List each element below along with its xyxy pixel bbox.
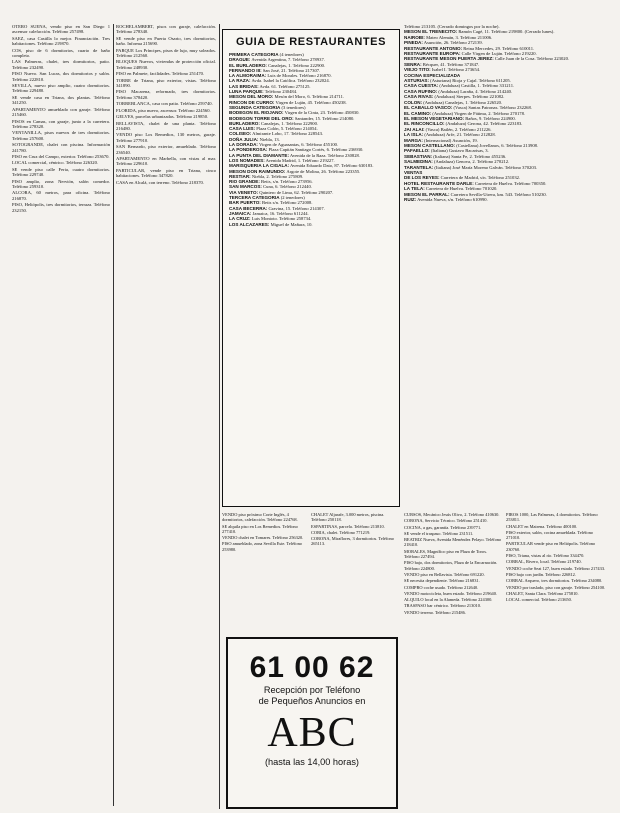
restaurant-name: COLISEO: <box>229 131 252 137</box>
classified-ad: COCINA, a gas, garantía. Teléfono 239771. <box>404 524 482 530</box>
classified-ad: PIROS 1000, Las Palmeras, 4 dormitorios. Teléfono 253811. <box>506 512 598 523</box>
restaurant-details: Niebla, 2. Teléfono 275809. <box>251 173 304 179</box>
classified-ad: VENTANILLA, pisos nuevos de tres dormitorios. Teléfono 257600. <box>12 130 110 141</box>
restaurant-name: JAMAICA: <box>229 210 252 216</box>
restaurant-details: Almirante Lobo, 17. Teléfono 228543. <box>252 131 324 137</box>
classified-ad: PARQUE Los Príncipes, pisos de lujo, muy soleados. Teléfono 212560. <box>116 47 216 59</box>
restaurant-details: Virgen de la Cinta, 23. Teléfono 450830. <box>284 110 360 116</box>
classified-ad: LAS Palmeras, chalet, tres dormitorios, patio. Teléfono 232490. <box>12 59 110 70</box>
restaurant-name: JAI ALAI: <box>404 126 425 132</box>
classified-column-2 <box>116 24 216 809</box>
classified-ad: ESPARTINAS, parcela. Teléfono 213810. <box>311 523 385 529</box>
restaurant-details: (3 tenedores) <box>281 104 306 110</box>
restaurant-name: LA ISLA: <box>404 132 424 138</box>
restaurant-details: Betis s/n. Teléfono 272008. <box>261 200 313 206</box>
restaurant-details: Reina Mercedes, 29. Teléfono 610011. <box>463 45 535 51</box>
classified-ad: CORIA, chalet. Teléfono 771219. <box>311 529 371 535</box>
restaurant-details: Avenida Madrid, 1. Teléfono 219227. <box>265 157 335 163</box>
restaurant-details: Betis, s/n. Teléfono 273956. <box>261 179 313 185</box>
classified-ad: CHALET Aljarafe, 3.000 metros, piscina. Teléfono 250118. <box>311 512 385 523</box>
restaurant-details: (Andaluza) Genova, 2. Teléfono 270212. <box>434 159 510 165</box>
restaurant-name: TERCERA CATEGORIA <box>229 195 280 201</box>
classified-ad: CURSOS, Mecánico Jesús Olivo, 2. Teléfono 410630. <box>404 512 500 517</box>
abc-ad-line-1: Recepción por Teléfono <box>263 685 361 695</box>
restaurant-name: LUNA PARQUE: <box>229 89 264 95</box>
column-rule <box>219 24 220 809</box>
restaurant-name: LA RAZA: <box>229 78 251 84</box>
restaurant-details: (Andaluza) Virgen de Fátima, 2. Teléfono 270178. <box>432 110 526 116</box>
restaurant-details: Teléfono 230484. <box>264 89 298 95</box>
restaurant-name: CASA LUIS: <box>229 126 256 132</box>
classified-ad: LOCAL comercial. Teléfono 213650. <box>506 597 572 603</box>
restaurant-details: Avda. 61. Teléfono 275125. <box>259 83 311 89</box>
classified-ad: FLORIDA, piso nuevo, ascensor. Teléfono 224560. <box>116 107 211 113</box>
restaurant-details: Avenida Nueva, s/n. Teléfono 610990. <box>417 197 488 202</box>
restaurant-details: (Vasca) Bailén, 2. Teléfono 211226. <box>425 126 492 132</box>
restaurant-name: EL MESON VEGETARIANO: <box>404 115 465 121</box>
restaurant-details: Ramón Cagé, 11. Teléfono 219800. (Cerrado lunes). <box>458 29 555 35</box>
classified-ad: PISO bajo con jardín. Teléfono 226812. <box>506 571 576 577</box>
classified-ad: VENDO por traslado, piso con garaje. Teléfono 254100. <box>506 584 606 590</box>
restaurant-details: Quintero de Lima, 62. Teléfono 290207. <box>259 189 334 195</box>
classified-ad: COMPRO coche usado. Teléfono 212640. <box>404 584 479 590</box>
restaurant-name: SEGUNDA CATEGORIA <box>229 104 281 110</box>
classified-ad: SE vende el traspaso. Teléfono 231511. <box>404 530 474 536</box>
classified-ad: SOTOGRANDE, chalet con piscina. Información 241780. <box>12 142 110 153</box>
classified-ad: PARTICULAR vende piso en Heliópolis. Teléfono 230760. <box>506 541 596 552</box>
restaurant-name: MESON CASTELLANO: <box>404 142 456 148</box>
abc-ad-hours: (hasta las 14,00 horas) <box>265 757 359 767</box>
classified-small-2 <box>311 512 399 630</box>
restaurant-details: Bécquer, 41. Teléfono 371847. <box>422 61 480 67</box>
classified-ad: ALQUILO local en la Alameda. Teléfono 224300. <box>404 597 493 603</box>
classified-ad: CORONA, Servicio Técnico. Teléfono 251410. <box>404 518 488 524</box>
restaurant-name: EL CAMINO: <box>404 110 432 116</box>
abc-phone-ad <box>226 637 398 809</box>
restaurant-details: Calle Juan de la Cosa. Teléfono 223020. <box>494 56 570 62</box>
restaurant-name: LA PUNTA DEL DIAMANTE: <box>229 152 289 158</box>
restaurant-details: Virgen de Luján, 45. Teléfono 450238. <box>275 99 347 105</box>
restaurant-name: EL RINCONCILLO: <box>404 121 445 127</box>
restaurant-details: Gravina, 15. Teléfono 214307. <box>268 205 325 211</box>
classified-ad: SAN Bernardo, piso exterior, amueblado. Teléfono 236540. <box>116 144 216 155</box>
restaurant-name: DE LOS REYES: <box>404 175 440 181</box>
restaurant-details: Jamaica, 16. Teléfono 611244. <box>252 210 309 216</box>
restaurant-details: (Andaluza) Castilla, 1. Teléfono 331211. <box>439 83 515 89</box>
restaurant-details: (Internacional) Asunción, 19. <box>424 137 478 143</box>
restaurant-guide-right-list <box>404 24 608 502</box>
restaurant-name: EL CABALLO VASCO: <box>404 105 453 111</box>
restaurant-details: (Castellana) Jovellanos, 6. Teléfono 213908. <box>456 142 539 148</box>
classified-ad: VENDO coche Seat 127, buen estado. Teléfono 217433. <box>506 565 606 571</box>
restaurant-name: TARANTELA: <box>404 164 434 170</box>
restaurant-details: (Andaluza) Sierpes. Teléfono 221082. <box>434 94 505 100</box>
restaurant-details: Niebla, 13. <box>259 136 280 142</box>
restaurant-name: FERNANDO III: <box>229 67 262 73</box>
abc-ad-line-2: de Pequeños Anuncios en <box>258 696 366 706</box>
classified-ad: CORRAL Arquero, tres dormitorios. Teléfono 234080. <box>506 578 603 584</box>
restaurant-details: (Andaluza) Gerona, 42. Teléfono 223183. <box>445 121 523 127</box>
classified-ad: PISO Nuevo. San Lucas, dos dormitorios y salón. Teléfono 222810. <box>12 71 110 82</box>
classified-ad: MORALES, Magnífico piso en Plaza de Toros. Teléfono 227494. <box>404 548 488 560</box>
restaurant-guide-title: GUIA DE RESTAURANTES <box>235 36 387 48</box>
restaurant-details: (Andaluza) Laraña, 4. Teléfono 214240. <box>438 88 513 94</box>
restaurant-details: (Italiana) José María Moreno Galván. Teléfono 370203. <box>434 164 538 170</box>
classified-ad: APARTAMENTO amueblado con garaje. Teléfono 215460. <box>12 106 110 118</box>
classified-ad: VENDO chalet en Tomares. Teléfono 256320. <box>222 535 304 541</box>
classified-ad: VENDO piso en Bellavista. Teléfono 691220. <box>404 571 485 577</box>
classified-ad: TORREBLANCA, casa con patio. Teléfono 259740. <box>116 101 213 107</box>
abc-logo: ABC <box>267 710 357 756</box>
classified-ad: SE vende piso calle Feria, cuatro dormitorios. Teléfono 229740. <box>12 166 110 178</box>
restaurant-details: (Italiana) Santa Fe, 2. Teléfono 455236. <box>433 153 507 159</box>
restaurant-name: PRIMERA CATEGORIA <box>229 52 279 57</box>
restaurant-name: VENTAS <box>404 169 423 175</box>
restaurant-details: Canalejas, 1. Teléfono 222900. <box>261 120 319 126</box>
restaurant-details: (Andaluza) Canalejas, 1. Teléfono 226520. <box>423 99 503 105</box>
restaurant-details: Avenida Eduardo Dato, 87. Teléfono 630183. <box>290 163 374 169</box>
classified-ad: PISO Macarena, reformado, tres dormitorios. Teléfono 378420. <box>116 89 216 100</box>
classified-small-4 <box>506 512 608 808</box>
abc-ad-phone: 61 00 62 <box>249 651 375 684</box>
restaurant-details: (Andaluza) Arfe, 21. Teléfono 212828. <box>424 132 496 138</box>
restaurant-details: Plaza Colón, 5. Teléfono 214054. <box>256 126 318 132</box>
restaurant-details: Argote de Molina, 26. Teléfono 223355. <box>286 168 361 174</box>
restaurant-name: SALMEDINA: <box>404 159 433 165</box>
restaurant-name: LA ALMORAIMA: <box>229 73 267 79</box>
classified-ad: TRASPASO bar céntrico. Teléfono 213010. <box>404 603 482 609</box>
restaurant-details: Santander, 15. Teléfono 214080. <box>294 115 355 121</box>
classified-ad: PISO amplio, zona Nervión, salón comedor. Teléfono 259310. <box>12 178 110 189</box>
classified-ad: TORRE de Triana, piso exterior, vistas. Teléfono 341890. <box>116 77 216 89</box>
restaurant-name: VIEJO TITO: <box>404 67 431 73</box>
restaurant-details: Avenida Argentina, 7. Teléfono 278937. <box>251 57 325 63</box>
restaurant-details: Mateo Alemán, 3. Teléfono 211006. <box>426 34 493 40</box>
restaurant-name: MARGA: <box>404 137 423 143</box>
restaurant-details: Avenida de la Raza. Teléfono 230828. <box>289 152 360 158</box>
restaurant-name: MESON EL PARRAL: <box>404 191 450 197</box>
restaurant-name: SEBASTIAN: <box>404 153 433 159</box>
classified-small-3 <box>404 512 502 808</box>
classified-ad: CASA en Alcalá, con terreno. Teléfono 218370. <box>116 179 205 185</box>
restaurant-name: MARISQUERIA LA CIGALA: <box>229 163 290 169</box>
classified-small-1 <box>222 512 307 630</box>
classified-ad: ALCORA, 60 metros, para oficina. Teléfono 216870. <box>12 190 110 201</box>
restaurant-details: Carretera de Madrid, s/n. Teléfono 251032. <box>440 175 521 181</box>
restaurant-details: Virgen de Aguasantas, 6. Teléfono 455100. <box>259 142 339 148</box>
classified-ad: PISOS en Camas, con garaje, junto a la carretera. Teléfono 278320. <box>12 118 110 129</box>
classified-ad: OTERO SUENA, vendo piso en San Diego 1 ascensor calefacción. Teléfono 257498. <box>12 24 110 35</box>
classified-ad: BEATRIZ Nueva, Avenida Menéndez Pelayo. Teléfono 218410. <box>404 537 502 548</box>
restaurant-name: HOTEL RESTAURANTE DARLE: <box>404 180 474 186</box>
restaurant-name: DOÑA JULIA: <box>229 136 259 142</box>
column-rule <box>113 24 114 806</box>
classified-ad: LOCAL comercial, céntrico. Teléfono 226320. <box>12 160 99 166</box>
classified-ad: APARTAMENTO en Marbella, con vistas al mar. Teléfono 229610. <box>116 155 216 167</box>
classified-ad: SE vende piso en Puerta Osario, tres dormitorios, baño. Informa 215690. <box>116 35 216 47</box>
restaurant-name: COLON: <box>404 99 423 105</box>
restaurant-details: Isabel I. Teléfono 273654. <box>431 67 481 73</box>
restaurant-name: LOS ALCAZARES: <box>229 221 270 227</box>
restaurant-name: NAIROBI: <box>404 34 425 40</box>
restaurant-details: Avda. Isabel la Católica. Teléfono 232024. <box>251 78 330 84</box>
restaurant-name: RINCON DE CURRO: <box>229 99 275 105</box>
classified-ad: CHALET en Mairena. Teléfono 400100. <box>506 523 578 529</box>
restaurant-name: CASA RUFINO: <box>404 88 438 94</box>
classified-ad: CORRAL, Rivero, local. Teléfono 219740. <box>506 559 582 565</box>
restaurant-name: BURLADERO: <box>229 120 260 126</box>
restaurant-details: Calle Virgen de Luján. Teléfono 219220. <box>461 51 537 57</box>
restaurant-name: RESTAURANTE ANTONIO: <box>404 45 463 51</box>
classified-ad: GELVES, parcelas urbanizadas. Teléfono 219850. <box>116 114 209 120</box>
restaurant-details: Miguel de Mañara, 10. <box>270 221 313 227</box>
classified-ad: SE vende casa en Triana, dos plantas. Teléfono 341250. <box>12 94 110 106</box>
restaurant-name: BODEGON EL RIOJANO: <box>229 110 284 116</box>
restaurant-details: Baños, 9. Teléfono 224900. <box>465 115 516 121</box>
restaurant-name: BAR PUERTO: <box>229 200 261 206</box>
restaurant-details: (Italiana) Gustavo Bacarisas, 3. <box>430 148 489 154</box>
restaurant-name: LA CRUZ: <box>229 216 251 222</box>
restaurant-name: LA PONDEROSA: <box>229 147 268 153</box>
restaurant-details: Cuna, 6. Teléfono 212440. <box>263 184 312 190</box>
classified-ad: BLOQUES Nuevos, viviendas de protección oficial. Teléfono 248930. <box>116 59 216 70</box>
restaurant-name: PINEDA: <box>404 40 423 46</box>
restaurant-details: (Vasca) Santas Patronas. Teléfono 232268. <box>453 105 532 111</box>
classified-ad: PISO en Palmete, facilidades. Teléfono 251470. <box>116 71 205 77</box>
classified-column-1 <box>12 24 110 806</box>
classified-ad: CHALET, Santa Clara. Teléfono 275810. <box>506 590 579 596</box>
classified-ad: PISO en Cruz del Campo, exterior. Teléfono 253670. <box>12 153 110 159</box>
classified-ad: PISO amueblado, zona Sevilla Este. Teléfono 253980. <box>222 541 302 552</box>
restaurant-name: CASA BECERRA: <box>229 205 268 211</box>
restaurant-name: SENRA: <box>404 61 422 67</box>
restaurant-details: Plaza Capitán Santiago Cortés, 6. Teléfono 236930. <box>268 147 364 153</box>
classified-ad: SE necesita dependiente. Teléfono 216831. <box>404 578 480 584</box>
restaurant-details: Asunción, 26. Teléfono 272139. <box>423 40 483 46</box>
restaurant-name: MESON DEL MORO: <box>229 94 274 100</box>
classified-ad: PARTICULAR, vende piso en Triana, cinco habitaciones. Teléfono 347820. <box>116 167 216 179</box>
restaurant-details: Carretera Sevilla-Utrera, km. 543. Teléfono 510230. <box>450 191 547 197</box>
restaurant-name: LOS NOMADES: <box>229 157 265 163</box>
restaurant-details: Canalejas, 1. Teléfono 222900. <box>268 62 326 68</box>
classified-ad: VENDO terreno. Teléfono 215486. <box>404 609 466 615</box>
restaurant-entry <box>229 222 393 227</box>
classified-ad: SAEZ, casa Castilla lo mejor. Financiación. Tres habitaciones. Teléfono 219870. <box>12 35 110 47</box>
classified-ad: VENDO piso Los Remedios, 130 metros, garaje. Teléfono 277910. <box>116 132 216 143</box>
restaurant-name: CASA CUESTA: <box>404 83 439 89</box>
restaurant-guide-box <box>222 29 400 507</box>
classified-ad: VENDO piso próximo Corte Inglés, 4 dormitorios, calefacción. Teléfono 224768. <box>222 512 298 523</box>
restaurant-name: PAFAELLO: <box>404 148 430 154</box>
restaurant-details: Carretera de Huelva. Teléfono 700350. <box>474 180 547 186</box>
restaurant-details: Luis Montoto. Teléfono 258734. <box>251 216 312 222</box>
restaurant-name: COCINA ESPECIALIZADA <box>404 72 461 78</box>
classified-ad: CORONA, Miraflores, 3 dormitorios. Teléfono 265113. <box>311 536 394 547</box>
restaurant-name: MESON EL TRENECITO: <box>404 29 458 35</box>
restaurant-name: ASTURIAS: <box>404 78 430 84</box>
restaurant-name: RESTAURANTE MESON PUERTA JEREZ: <box>404 56 494 62</box>
classified-ad: PISO, Triana, vistas al río. Teléfono 334470. <box>506 553 585 559</box>
restaurant-details: Luis de Morales. Teléfono 216870. <box>267 73 332 79</box>
restaurant-details: Teléfono 213105. (Cerrado domingos por la noche). <box>404 24 500 29</box>
restaurant-name: RUIZ: <box>404 197 417 202</box>
classified-ad: VENDO motocicleta, buen estado. Teléfono 219640. <box>404 590 498 596</box>
restaurant-details: Carretera de Huelva. Teléfono 701020. <box>425 186 498 192</box>
restaurant-name: RESTIAR: <box>229 173 251 179</box>
restaurant-details: (2 tenedores) <box>280 195 305 201</box>
classified-ad: SEVILLA, nuevo piso amplio, cuatro dormitorios. Teléfono 229480. <box>12 83 110 94</box>
restaurant-name: LA DORADA: <box>229 142 258 148</box>
classified-ad: COS, piso de 6 dormitorios, cuarto de baño completo. <box>12 47 110 59</box>
classified-ad: ROCHELAMBERT, pisos con garaje, calefacción. Teléfono 278340. <box>116 24 216 35</box>
restaurant-name: LAS BRIDAS: <box>229 83 259 89</box>
restaurant-name: VIA VENETO: <box>229 189 259 195</box>
restaurant-name: DRAGUE: <box>229 57 251 63</box>
restaurant-name: RIO GRANDE: <box>229 179 260 185</box>
classified-ad: PISO, Heliópolis, tres dormitorios, terraza. Teléfono 232150. <box>12 202 110 213</box>
restaurant-name: BODEGON TORRE DEL ORO: <box>229 115 294 121</box>
restaurant-entry <box>404 197 608 202</box>
classified-ad: PISO bajo, dos dormitorios, Plaza de la Encarnación. Teléfono 224800. <box>404 560 498 571</box>
classified-ad: BELLAVISTA, chalet de una planta. Teléfono 216480. <box>116 120 216 131</box>
restaurant-details: San José, 21. Teléfono 217307. <box>262 67 321 73</box>
restaurant-name: EL BURLADERO: <box>229 62 267 68</box>
classified-ad: SE alquila piso en Los Remedios. Teléfono 277410. <box>222 523 298 534</box>
restaurant-name: LA TELA: <box>404 186 425 192</box>
restaurant-details: (Asturiana) Rioja y Cajal. Teléfono 611205. <box>430 78 511 84</box>
restaurant-name: CASA RIVAS: <box>404 94 434 100</box>
restaurant-details: (4 tenedores) <box>279 52 304 57</box>
classified-ad: PISO exterior, salón, cocina amueblada. Teléfono 271010. <box>506 529 593 541</box>
restaurant-name: RESTAURANTE EUROPA: <box>404 51 461 57</box>
restaurant-details: Mesón del Moro, 6. Teléfono 214711. <box>274 94 345 100</box>
restaurant-name: SAN MARCOS: <box>229 184 262 190</box>
restaurant-name: MESON DON RAIMUNDO: <box>229 168 286 174</box>
restaurant-guide-left-list <box>229 52 393 502</box>
